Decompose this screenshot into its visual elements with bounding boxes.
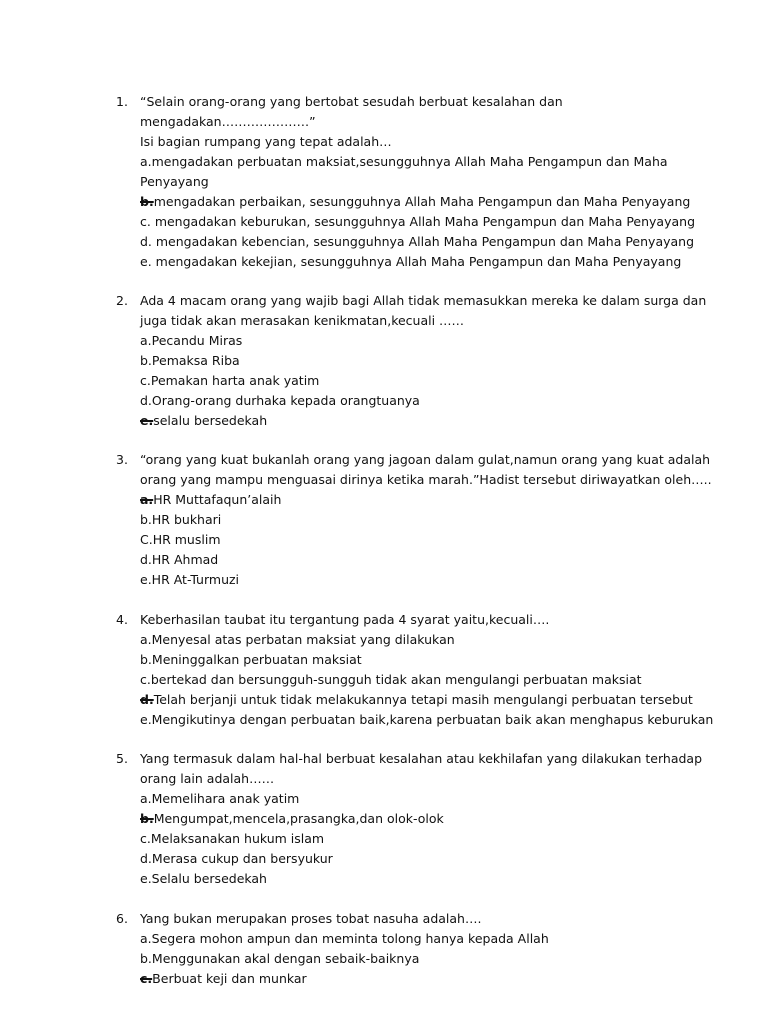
answer-option [140, 530, 700, 550]
option-text: c. mengadakan keburukan, sesungguhnya Allah Maha Pengampun dan Maha Penyayang [140, 214, 695, 229]
answer-option [140, 869, 700, 889]
question-number: 1. [116, 94, 128, 109]
answer-option [140, 809, 700, 829]
option-text: a.Menyesal atas perbatan maksiat yang dilakukan [140, 632, 455, 647]
answer-option [140, 849, 700, 869]
option-text: c.Pemakan harta anak yatim [140, 373, 320, 388]
option-text: d.Merasa cukup dan bersyukur [140, 851, 333, 866]
answer-option [140, 570, 700, 590]
answer-option [140, 192, 700, 212]
answer-key-mark: b. [140, 194, 154, 209]
question-text-line: mengadakan…………………” [140, 114, 316, 129]
answer-option [140, 252, 700, 272]
option-text: a.Pecandu Miras [140, 333, 243, 348]
option-text: selalu bersedekah [153, 413, 268, 428]
option-text: b.HR bukhari [140, 512, 222, 527]
question-body [140, 291, 707, 431]
option-text: HR Muttafaqun’alaih [153, 492, 282, 507]
question-body [140, 450, 712, 590]
question-text-line: Keberhasilan taubat itu tergantung pada 4 syarat yaitu,kecuali…. [140, 612, 550, 627]
question-text-line: Yang termasuk dalam hal-hal berbuat kesalahan atau kekhilafan yang dilakukan terhadap [140, 751, 703, 766]
answer-option [140, 630, 700, 650]
answer-key-mark: e. [140, 413, 154, 428]
answer-option [140, 172, 700, 192]
option-text: b.Meninggalkan perbuatan maksiat [140, 652, 362, 667]
answer-option [140, 690, 700, 710]
question-text-line: juga tidak akan merasakan kenikmatan,kecuali …… [140, 313, 465, 328]
question-body [140, 92, 700, 272]
question-text-line: orang yang mampu menguasai dirinya ketika marah.”Hadist tersebut diriwayatkan oleh….. [140, 472, 712, 487]
answer-option [140, 391, 700, 411]
question-text-line: Isi bagian rumpang yang tepat adalah… [140, 134, 392, 149]
answer-option [140, 949, 700, 969]
question-body [140, 749, 703, 889]
answer-key-mark: d. [140, 692, 154, 707]
option-text: e.HR At-Turmuzi [140, 572, 240, 587]
option-text: Penyayang [140, 174, 209, 189]
option-text: b.Menggunakan akal dengan sebaik-baiknya [140, 951, 420, 966]
question-text-line: “Selain orang-orang yang bertobat sesudah berbuat kesalahan dan [140, 94, 563, 109]
answer-option [140, 969, 700, 989]
question-body [140, 909, 700, 989]
option-text: d.Orang-orang durhaka kepada orangtuanya [140, 393, 420, 408]
option-text: mengadakan perbaikan, sesungguhnya Allah Maha Pengampun dan Maha Penyayang [153, 194, 691, 209]
answer-option [140, 510, 700, 530]
answer-option [140, 152, 700, 172]
answer-option [140, 411, 700, 431]
question-number: 2. [116, 293, 128, 308]
answer-option [140, 550, 700, 570]
option-text: C.HR muslim [140, 532, 221, 547]
answer-key-mark: c. [140, 971, 153, 986]
option-text: e. mengadakan kekejian, sesungguhnya Allah Maha Pengampun dan Maha Penyayang [140, 254, 682, 269]
answer-key-mark: b. [140, 811, 154, 826]
option-text: e.Mengikutinya dengan perbuatan baik,karena perbuatan baik akan menghapus keburukan [140, 712, 714, 727]
question-text-line: “orang yang kuat bukanlah orang yang jagoan dalam gulat,namun orang yang kuat adalah [140, 452, 711, 467]
question-number: 5. [116, 751, 128, 766]
option-text: a.Memelihara anak yatim [140, 791, 300, 806]
answer-option [140, 789, 700, 809]
option-text: e.Selalu bersedekah [140, 871, 267, 886]
option-text: Telah berjanji untuk tidak melakukannya tetapi masih mengulangi perbuatan tersebut [153, 692, 693, 707]
question-number: 3. [116, 452, 128, 467]
question-body [140, 610, 714, 730]
answer-option [140, 710, 714, 730]
answer-option [140, 929, 700, 949]
option-text: Mengumpat,mencela,prasangka,dan olok-olok [153, 811, 444, 826]
question-number: 6. [116, 911, 128, 926]
option-text: b.Pemaksa Riba [140, 353, 240, 368]
question-number: 4. [116, 612, 128, 627]
answer-option [140, 331, 700, 351]
answer-option [140, 650, 700, 670]
answer-option [140, 670, 700, 690]
option-text: a.mengadakan perbuatan maksiat,sesungguhnya Allah Maha Pengampun dan Maha [140, 154, 668, 169]
answer-option [140, 490, 700, 510]
option-text: d.HR Ahmad [140, 552, 219, 567]
option-text: c.Melaksanakan hukum islam [140, 831, 325, 846]
question-text-line: orang lain adalah…… [140, 771, 275, 786]
answer-option [140, 212, 700, 232]
question-text-line: Ada 4 macam orang yang wajib bagi Allah tidak memasukkan mereka ke dalam surga dan [140, 293, 707, 308]
answer-option [140, 829, 700, 849]
question-text-line: Yang bukan merupakan proses tobat nasuha adalah…. [140, 911, 482, 926]
option-text: Berbuat keji dan munkar [152, 971, 307, 986]
answer-option [140, 232, 700, 252]
option-text: d. mengadakan kebencian, sesungguhnya Allah Maha Pengampun dan Maha Penyayang [140, 234, 695, 249]
answer-option [140, 371, 700, 391]
option-text: a.Segera mohon ampun dan meminta tolong hanya kepada Allah [140, 931, 549, 946]
answer-option [140, 351, 700, 371]
option-text: c.bertekad dan bersungguh-sungguh tidak akan mengulangi perbuatan maksiat [140, 672, 642, 687]
answer-key-mark: a. [140, 492, 154, 507]
